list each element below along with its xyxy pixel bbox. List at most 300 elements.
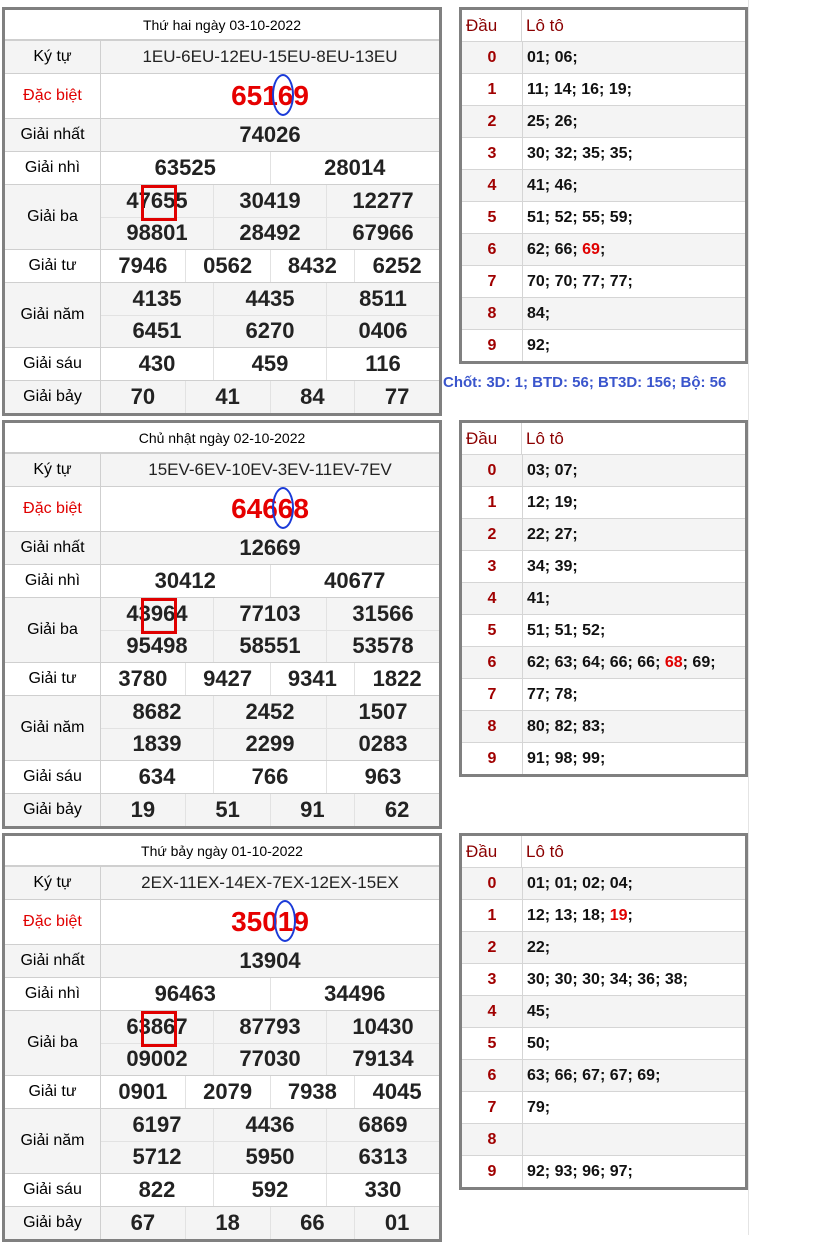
prize-number: 18 <box>185 1207 270 1239</box>
loto-values <box>523 615 745 646</box>
dau-digit: 3 <box>462 551 523 582</box>
loto-row <box>462 486 745 518</box>
prize-number: 66 <box>270 1207 355 1239</box>
loto-values <box>523 330 745 361</box>
prize-row-g4 <box>5 249 439 282</box>
prize-number: 67 <box>130 1210 156 1235</box>
special-prize-number: 64668 <box>231 493 309 524</box>
loto-text: 45; <box>527 1002 551 1020</box>
loto-values <box>523 42 745 73</box>
prize-values <box>101 945 439 977</box>
prize-values <box>101 283 439 347</box>
prize-number: 5950 <box>213 1142 326 1174</box>
loto-row <box>462 329 745 361</box>
loto-values <box>523 234 745 265</box>
loto-text: 22; 27; <box>527 525 578 543</box>
loto-text: 25; 26; <box>527 112 578 130</box>
prize-number: 67966 <box>326 218 439 250</box>
loto-text: 51; 52; 55; 59; <box>527 208 633 226</box>
prize-label: Giải bảy <box>5 1207 101 1239</box>
dau-digit: 6 <box>462 1060 523 1091</box>
dau-digit: 8 <box>462 711 523 742</box>
prize-label: Giải tư <box>5 1076 101 1108</box>
prize-values <box>101 867 439 899</box>
loto-header <box>462 836 745 867</box>
prize-number: 8511 <box>326 283 439 315</box>
prize-label: Giải bảy <box>5 794 101 826</box>
prize-number: 2299 <box>213 729 326 761</box>
prize-line <box>101 1174 439 1206</box>
dau-header: Đầu <box>462 10 522 41</box>
loto-row <box>462 963 745 995</box>
prize-values <box>101 794 439 826</box>
loto-values <box>523 298 745 329</box>
loto-row <box>462 1027 745 1059</box>
prize-row-g6 <box>5 760 439 793</box>
loto-values <box>523 868 745 899</box>
loto-values <box>523 679 745 710</box>
prize-number: 430 <box>138 351 176 376</box>
prize-label: Giải sáu <box>5 348 101 380</box>
loto-row <box>462 742 745 774</box>
loto-header <box>462 10 745 41</box>
prize-label: Giải nhì <box>5 565 101 597</box>
loto-text: 34; 39; <box>527 557 578 575</box>
loto-highlight: 69 <box>582 240 600 258</box>
prize-number: 4135 <box>132 285 182 311</box>
highlight-ellipse <box>272 74 294 116</box>
prize-line <box>101 565 439 597</box>
prize-line <box>101 283 439 315</box>
loto-row <box>462 265 745 297</box>
prize-number: 34496 <box>270 978 440 1010</box>
prize-line <box>101 152 439 184</box>
loto-row <box>462 1123 745 1155</box>
prize-number: 6252 <box>354 250 439 282</box>
prize-number: 7938 <box>270 1076 355 1108</box>
loto-text-after: ; <box>599 240 606 258</box>
loto-text: 63; 66; 67; 67; 69; <box>527 1066 661 1084</box>
dau-digit: 4 <box>462 996 523 1027</box>
loto-row <box>462 454 745 486</box>
loto-text: 91; 98; 99; <box>527 749 606 767</box>
prize-values <box>101 1207 439 1239</box>
prize-line <box>101 663 439 695</box>
prize-number: 6451 <box>132 318 182 344</box>
dau-digit: 5 <box>462 615 523 646</box>
loto-values <box>523 455 745 486</box>
prize-line <box>101 1076 439 1108</box>
prize-number: 31566 <box>326 598 439 630</box>
loto-row <box>462 710 745 742</box>
prize-number: 1822 <box>354 663 439 695</box>
prize-line <box>101 945 439 977</box>
prize-label: Giải sáu <box>5 761 101 793</box>
prize-number: 87793 <box>213 1011 326 1043</box>
prize-row-ky_tu <box>5 453 439 486</box>
prize-number: 58551 <box>213 631 326 663</box>
loto-text: 01; 06; <box>527 48 578 66</box>
prize-number: 51 <box>185 794 270 826</box>
dau-digit: 2 <box>462 932 523 963</box>
prize-number: 95498 <box>126 633 188 659</box>
prize-row-g1 <box>5 531 439 564</box>
result-rows <box>5 453 439 826</box>
prize-label: Giải nhất <box>5 119 101 151</box>
prize-number: 2452 <box>213 696 326 728</box>
loto-row <box>462 582 745 614</box>
loto-values <box>523 170 745 201</box>
prize-label: Ký tự <box>5 41 101 73</box>
draw-date-title: Thứ bảy ngày 01-10-2022 <box>5 836 439 866</box>
loto-highlight: 19 <box>609 906 628 924</box>
loto-header-label: Lô tô <box>526 841 564 861</box>
prize-row-g7 <box>5 1206 439 1239</box>
prize-number: 4436 <box>213 1109 326 1141</box>
prize-label: Giải nhất <box>5 945 101 977</box>
loto-row <box>462 233 745 265</box>
prize-row-g6 <box>5 1173 439 1206</box>
highlight-box <box>141 598 177 634</box>
loto-row <box>462 105 745 137</box>
loto-text: 92; <box>527 336 551 354</box>
prize-line <box>101 1043 439 1076</box>
loto-text: 11; 14; 16; 19; <box>527 80 632 98</box>
prize-values <box>101 761 439 793</box>
highlight-ellipse <box>274 900 296 942</box>
result-table-2 <box>2 833 442 1242</box>
ky-tu-code: 15EV-6EV-10EV-3EV-11EV-7EV <box>148 460 392 479</box>
loto-values <box>523 647 745 678</box>
dau-digit: 2 <box>462 106 523 137</box>
loto-values <box>523 202 745 233</box>
prize-line <box>101 532 439 564</box>
loto-text: 12; 13; 18; <box>527 906 610 924</box>
prize-line <box>101 381 439 413</box>
loto-text: 80; 82; 83; <box>527 717 606 735</box>
loto-text: 12; 19; <box>527 493 578 511</box>
loto-values <box>523 583 745 614</box>
prize-label: Giải ba <box>5 185 101 249</box>
loto-values <box>523 551 745 582</box>
prize-values <box>101 487 439 531</box>
loto-text: 77; 78; <box>527 685 578 703</box>
prize-values <box>101 381 439 413</box>
loto-header-label: Lô tô <box>526 428 564 448</box>
loto-text: 92; 93; 96; 97; <box>527 1162 633 1180</box>
loto-header-label: Lô tô <box>526 15 564 35</box>
prize-values <box>101 119 439 151</box>
prize-row-g5 <box>5 1108 439 1173</box>
prize-label: Giải năm <box>5 696 101 760</box>
prize-line <box>101 250 439 282</box>
prize-number: 2079 <box>185 1076 270 1108</box>
prize-line <box>101 978 439 1010</box>
dau-digit: 7 <box>462 266 523 297</box>
prize-number: 77103 <box>213 598 326 630</box>
loto-row <box>462 41 745 73</box>
prize-label: Đặc biệt <box>5 74 101 118</box>
loto-row <box>462 73 745 105</box>
loto-values <box>523 74 745 105</box>
loto-text: 41; 46; <box>527 176 578 194</box>
prize-values <box>101 1109 439 1173</box>
dau-digit: 0 <box>462 42 523 73</box>
prize-values <box>101 565 439 597</box>
loto-text: 30; 32; 35; 35; <box>527 144 633 162</box>
prize-number: 63525 <box>154 155 216 180</box>
prize-values <box>101 152 439 184</box>
prize-label: Đặc biệt <box>5 900 101 944</box>
prize-number: 0283 <box>326 729 439 761</box>
dau-digit: 6 <box>462 647 523 678</box>
prize-label: Giải nhì <box>5 978 101 1010</box>
prize-number: 01 <box>354 1207 439 1239</box>
prize-number: 84 <box>270 381 355 413</box>
dau-digit: 2 <box>462 519 523 550</box>
prize-label: Giải tư <box>5 250 101 282</box>
prize-row-g6 <box>5 347 439 380</box>
prize-number: 12277 <box>326 185 439 217</box>
loto-values <box>523 964 745 995</box>
prize-row-g3 <box>5 597 439 662</box>
prize-line <box>101 74 439 118</box>
result-table-1 <box>2 420 442 829</box>
dau-digit: 4 <box>462 170 523 201</box>
prize-row-g2 <box>5 564 439 597</box>
prize-label: Giải năm <box>5 283 101 347</box>
prize-row-g2 <box>5 977 439 1010</box>
prize-number: 43964 <box>126 600 188 626</box>
prize-number: 9341 <box>270 663 355 695</box>
loto-values <box>523 1124 745 1155</box>
loto-text: 01; 01; 02; 04; <box>527 874 633 892</box>
prize-number: 5712 <box>132 1144 182 1170</box>
prize-number: 1839 <box>132 731 182 757</box>
prize-line <box>101 794 439 826</box>
highlight-box <box>141 1011 177 1047</box>
prize-label: Ký tự <box>5 454 101 486</box>
prize-row-dac_biet <box>5 899 439 944</box>
dau-digit: 0 <box>462 868 523 899</box>
loto-table-2 <box>459 833 748 1190</box>
loto-text: 41; <box>527 589 551 607</box>
dau-digit: 1 <box>462 487 523 518</box>
dau-digit: 7 <box>462 1092 523 1123</box>
prize-number: 96463 <box>154 981 216 1006</box>
ky-tu-code: 2EX-11EX-14EX-7EX-12EX-15EX <box>141 873 399 892</box>
dau-digit: 6 <box>462 234 523 265</box>
result-rows <box>5 866 439 1239</box>
highlight-box <box>141 185 177 221</box>
special-prize-number: 65169 <box>231 80 309 111</box>
dau-digit: 8 <box>462 298 523 329</box>
prize-row-dac_biet <box>5 73 439 118</box>
dau-digit: 7 <box>462 679 523 710</box>
prize-number: 822 <box>138 1177 176 1202</box>
prize-number: 0406 <box>326 316 439 348</box>
prize-number: 4435 <box>213 283 326 315</box>
prize-number: 74026 <box>239 122 301 147</box>
prize-number: 62 <box>354 794 439 826</box>
loto-values <box>523 487 745 518</box>
loto-row <box>462 867 745 899</box>
loto-header <box>462 423 745 454</box>
loto-text: 22; <box>527 938 551 956</box>
loto-row <box>462 201 745 233</box>
dau-digit: 5 <box>462 1028 523 1059</box>
loto-row <box>462 995 745 1027</box>
prize-number: 7946 <box>118 253 168 278</box>
loto-values <box>523 519 745 550</box>
prize-values <box>101 250 439 282</box>
loto-row <box>462 646 745 678</box>
prize-values <box>101 348 439 380</box>
loto-text: 79; <box>527 1098 551 1116</box>
loto-row <box>462 1059 745 1091</box>
prize-row-dac_biet <box>5 486 439 531</box>
prize-row-ky_tu <box>5 866 439 899</box>
prize-number: 0901 <box>118 1079 168 1104</box>
prize-line <box>101 487 439 531</box>
special-prize-number: 35019 <box>231 906 309 937</box>
prize-label: Ký tự <box>5 867 101 899</box>
prize-number: 6869 <box>326 1109 439 1141</box>
loto-text: 30; 30; 30; 34; 36; 38; <box>527 970 688 988</box>
prize-number: 1507 <box>326 696 439 728</box>
prize-number: 4045 <box>354 1076 439 1108</box>
prize-number: 41 <box>185 381 270 413</box>
loto-values <box>523 138 745 169</box>
prize-number: 77030 <box>213 1044 326 1076</box>
prize-label: Giải sáu <box>5 1174 101 1206</box>
prize-number: 77 <box>354 381 439 413</box>
prize-values <box>101 978 439 1010</box>
prize-row-g4 <box>5 662 439 695</box>
prize-number: 70 <box>130 384 156 409</box>
prize-number: 13904 <box>239 948 301 973</box>
prize-number: 0562 <box>185 250 270 282</box>
loto-values <box>523 106 745 137</box>
prize-number: 634 <box>138 764 176 789</box>
loto-table-0 <box>459 7 748 364</box>
prize-label: Giải nhì <box>5 152 101 184</box>
loto-values <box>523 900 745 931</box>
prize-number: 30412 <box>154 568 216 593</box>
prize-number: 6197 <box>132 1111 182 1137</box>
loto-values <box>523 1060 745 1091</box>
dau-digit: 8 <box>462 1124 523 1155</box>
loto-text: 62; 66; <box>527 240 583 258</box>
dau-digit: 4 <box>462 583 523 614</box>
prize-values <box>101 1174 439 1206</box>
prize-row-g5 <box>5 695 439 760</box>
loto-row <box>462 297 745 329</box>
dau-digit: 9 <box>462 1156 523 1187</box>
prize-row-g3 <box>5 184 439 249</box>
prize-number: 63867 <box>126 1013 188 1039</box>
prize-label: Giải tư <box>5 663 101 695</box>
draw-date-title: Chủ nhật ngày 02-10-2022 <box>5 423 439 453</box>
prize-row-g5 <box>5 282 439 347</box>
prize-line <box>101 867 439 899</box>
prize-label: Giải nhất <box>5 532 101 564</box>
prize-line <box>101 696 439 728</box>
prize-label: Giải ba <box>5 598 101 662</box>
prize-row-g3 <box>5 1010 439 1075</box>
prize-number: 19 <box>130 797 156 822</box>
prize-row-g1 <box>5 944 439 977</box>
prize-line <box>101 217 439 250</box>
loto-row <box>462 137 745 169</box>
prize-values <box>101 1076 439 1108</box>
prize-line <box>101 728 439 761</box>
prize-line <box>101 630 439 663</box>
loto-row <box>462 550 745 582</box>
prize-number: 10430 <box>326 1011 439 1043</box>
prize-number: 91 <box>270 794 355 826</box>
loto-values <box>523 743 745 774</box>
prize-number: 09002 <box>126 1046 188 1072</box>
prize-number: 9427 <box>185 663 270 695</box>
prize-line <box>101 1109 439 1141</box>
prize-number: 12669 <box>239 535 301 560</box>
prize-number: 766 <box>213 761 326 793</box>
result-rows <box>5 40 439 413</box>
loto-row <box>462 169 745 201</box>
loto-text: 70; 70; 77; 77; <box>527 272 633 290</box>
draw-date-title: Thứ hai ngày 03-10-2022 <box>5 10 439 40</box>
prize-number: 47655 <box>126 187 188 213</box>
dau-digit: 5 <box>462 202 523 233</box>
prize-number: 8432 <box>270 250 355 282</box>
loto-text: 03; 07; <box>527 461 578 479</box>
loto-row <box>462 931 745 963</box>
prize-line <box>101 1207 439 1239</box>
loto-values <box>523 932 745 963</box>
loto-table-1 <box>459 420 748 777</box>
loto-values <box>523 996 745 1027</box>
dau-digit: 1 <box>462 900 523 931</box>
prize-number: 28014 <box>270 152 440 184</box>
dau-digit: 3 <box>462 138 523 169</box>
prize-values <box>101 41 439 73</box>
loto-values <box>523 266 745 297</box>
prize-line <box>101 1141 439 1174</box>
prize-number: 6313 <box>326 1142 439 1174</box>
loto-row <box>462 1091 745 1123</box>
prize-label: Đặc biệt <box>5 487 101 531</box>
prize-number: 40677 <box>270 565 440 597</box>
loto-text: 62; 63; 64; 66; 66; <box>527 653 665 671</box>
prize-number: 6270 <box>213 316 326 348</box>
dau-digit: 0 <box>462 455 523 486</box>
prize-number: 963 <box>326 761 439 793</box>
prize-label: Giải năm <box>5 1109 101 1173</box>
loto-values <box>523 1092 745 1123</box>
loto-text: 84; <box>527 304 551 322</box>
prize-number: 53578 <box>326 631 439 663</box>
dau-header: Đầu <box>462 423 522 454</box>
prize-values <box>101 74 439 118</box>
prize-label: Giải ba <box>5 1011 101 1075</box>
prize-row-g7 <box>5 793 439 826</box>
prize-row-ky_tu <box>5 40 439 73</box>
prize-number: 459 <box>213 348 326 380</box>
prize-number: 30419 <box>213 185 326 217</box>
prize-line <box>101 761 439 793</box>
prize-line <box>101 900 439 944</box>
